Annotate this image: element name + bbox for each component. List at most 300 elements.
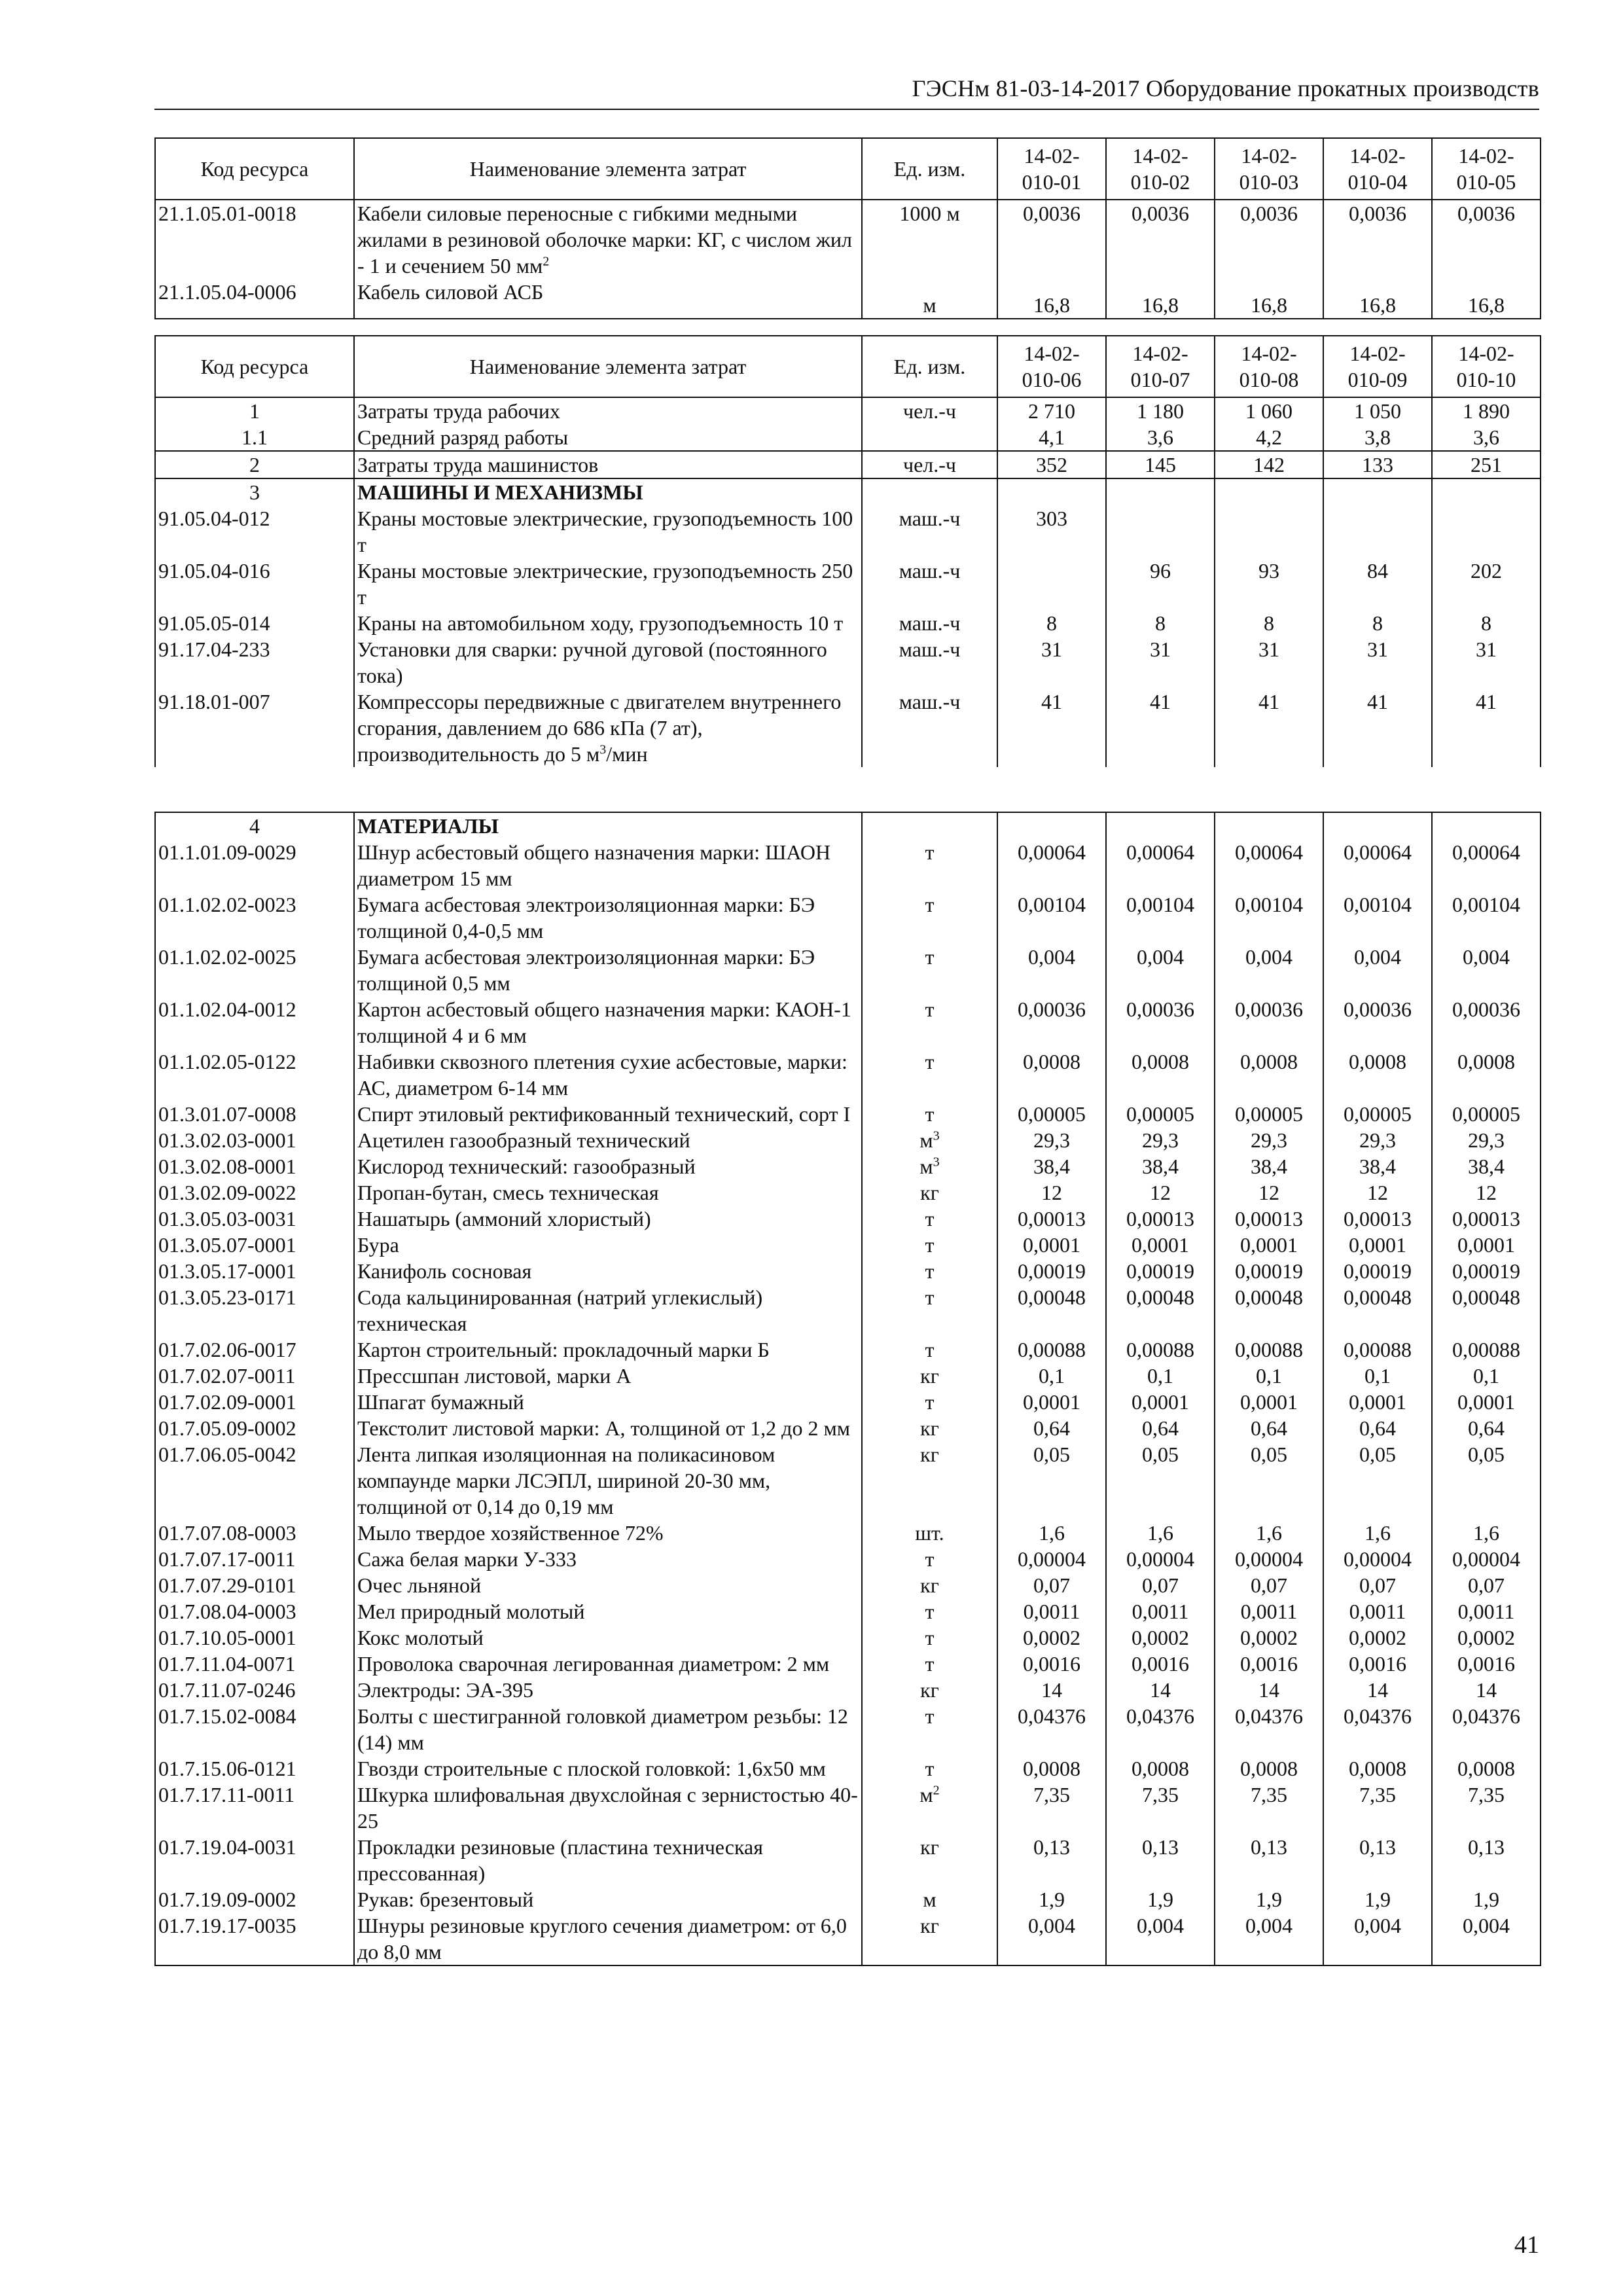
norm-value: 0,04376 xyxy=(1215,1703,1323,1755)
element-name: Мел природный молотый xyxy=(354,1598,862,1624)
element-name: Картон строительный: прокладочный марки Б xyxy=(354,1336,862,1363)
table-row xyxy=(155,505,1541,558)
norm-value: 1,9 xyxy=(1432,1886,1541,1912)
unit: 1000 м xyxy=(862,200,997,279)
norm-value xyxy=(1323,505,1432,558)
element-name: Ацетилен газообразный технический xyxy=(354,1127,862,1153)
unit: маш.-ч xyxy=(862,505,997,558)
norm-value: 93 xyxy=(1215,558,1323,610)
norm-value: 352 xyxy=(997,451,1106,478)
norm-value: 0,00005 xyxy=(1215,1101,1323,1127)
norm-value: 29,3 xyxy=(1106,1127,1215,1153)
header-unit: Ед. изм. xyxy=(862,336,997,397)
superscript: 3 xyxy=(933,1128,940,1143)
element-name: Кабели силовые переносные с гибкими медными жилами в резиновой оболочке марки: КГ, с числом жил - 1 и сечением 50 $мм^2$ xyxy=(354,200,862,279)
norm-value: 0,0036 xyxy=(1432,200,1541,279)
norm-value: 0,64 xyxy=(1215,1415,1323,1441)
norm-value: 0,00013 xyxy=(1432,1206,1541,1232)
norm-value: 8 xyxy=(997,610,1106,636)
norm-value xyxy=(1106,478,1215,505)
resource-code: 01.7.08.04-0003 xyxy=(155,1598,354,1624)
table-row xyxy=(155,1677,1541,1703)
unit: т xyxy=(862,1206,997,1232)
resource-code: 01.1.02.02-0025 xyxy=(155,944,354,996)
element-name: Бумага асбестовая электроизоляционная марки: БЭ толщиной 0,5 мм xyxy=(354,944,862,996)
norm-value: 0,05 xyxy=(1215,1441,1323,1520)
resource-code: 01.7.19.17-0035 xyxy=(155,1912,354,1965)
table-row xyxy=(155,558,1541,610)
norm-value: 0,0008 xyxy=(1106,1049,1215,1101)
table-row xyxy=(155,636,1541,689)
header-norm-code: 14-02- 010-01 xyxy=(997,138,1106,200)
norm-value: 0,05 xyxy=(1323,1441,1432,1520)
element-name: Текстолит листовой марки: А, толщиной от 1,2 до 2 мм xyxy=(354,1415,862,1441)
table-row xyxy=(155,1336,1541,1363)
norm-value: 14 xyxy=(1106,1677,1215,1703)
table-row xyxy=(155,200,1541,279)
norm-value: 133 xyxy=(1323,451,1432,478)
norm-value xyxy=(1432,478,1541,505)
header-norm-code: 14-02- 010-08 xyxy=(1215,336,1323,397)
table-row xyxy=(155,451,1541,478)
norm-value: 0,00013 xyxy=(1106,1206,1215,1232)
norm-value xyxy=(1106,812,1215,839)
norm-value: 0,05 xyxy=(1432,1441,1541,1520)
norm-value: 12 xyxy=(1215,1179,1323,1206)
resource-code: 01.7.19.09-0002 xyxy=(155,1886,354,1912)
norm-value: 1,6 xyxy=(997,1520,1106,1546)
resource-code: 1.1 xyxy=(155,424,354,451)
unit: т xyxy=(862,1755,997,1782)
table-row xyxy=(155,689,1541,767)
resource-code: 01.1.02.04-0012 xyxy=(155,996,354,1049)
element-name: МАШИНЫ И МЕХАНИЗМЫ xyxy=(354,478,862,505)
header-rule xyxy=(154,109,1539,110)
table-row xyxy=(155,1546,1541,1572)
norm-value: 14 xyxy=(1432,1677,1541,1703)
norm-value: 0,00104 xyxy=(1106,891,1215,944)
norm-value: 0,00004 xyxy=(1106,1546,1215,1572)
norm-value: 0,64 xyxy=(1106,1415,1215,1441)
resource-code: 01.3.05.23-0171 xyxy=(155,1284,354,1336)
resource-code: 01.3.01.07-0008 xyxy=(155,1101,354,1127)
norm-value: 1,6 xyxy=(1432,1520,1541,1546)
norm-value: 0,004 xyxy=(997,944,1106,996)
element-name: Картон асбестовый общего назначения марки: КАОН-1 толщиной 4 и 6 мм xyxy=(354,996,862,1049)
norm-value: 0,00064 xyxy=(1432,839,1541,891)
norm-value: 0,004 xyxy=(1323,1912,1432,1965)
norm-value: 0,07 xyxy=(1432,1572,1541,1598)
element-name: Кабель силовой АСБ xyxy=(354,279,862,319)
resource-code: 01.7.02.09-0001 xyxy=(155,1389,354,1415)
table-row xyxy=(155,279,1541,319)
header-norm-code: 14-02- 010-05 xyxy=(1432,138,1541,200)
norm-value: 0,64 xyxy=(997,1415,1106,1441)
norm-value: 16,8 xyxy=(997,279,1106,319)
norm-value: 0,00048 xyxy=(1106,1284,1215,1336)
unit: т xyxy=(862,1546,997,1572)
norm-value: 0,00004 xyxy=(997,1546,1106,1572)
resource-code: 01.7.07.17-0011 xyxy=(155,1546,354,1572)
norm-value: 0,00088 xyxy=(997,1336,1106,1363)
cable-table xyxy=(154,137,1541,319)
norm-value: 7,35 xyxy=(1323,1782,1432,1834)
resource-code: 91.05.04-016 xyxy=(155,558,354,610)
norm-value: 0,00019 xyxy=(1215,1258,1323,1284)
norm-value: 0,00036 xyxy=(997,996,1106,1049)
resource-code: 01.1.02.02-0023 xyxy=(155,891,354,944)
table-row xyxy=(155,1834,1541,1886)
norm-value: 0,00088 xyxy=(1323,1336,1432,1363)
norm-value: 0,00064 xyxy=(997,839,1106,891)
table-row xyxy=(155,1415,1541,1441)
norm-value: 3,6 xyxy=(1432,424,1541,451)
norm-value: 0,00005 xyxy=(1106,1101,1215,1127)
element-name: Сода кальцинированная (натрий углекислый) техническая xyxy=(354,1284,862,1336)
resource-code: 01.7.02.06-0017 xyxy=(155,1336,354,1363)
page-header-title: ГЭСНм 81-03-14-2017 Оборудование прокатных производств xyxy=(912,75,1539,101)
resource-code: 01.3.02.09-0022 xyxy=(155,1179,354,1206)
norm-value xyxy=(1215,812,1323,839)
unit: т xyxy=(862,891,997,944)
norm-value: 0,0011 xyxy=(1323,1598,1432,1624)
norm-value: 0,0016 xyxy=(1106,1651,1215,1677)
norm-value: 0,00048 xyxy=(1215,1284,1323,1336)
norm-value: 0,00064 xyxy=(1323,839,1432,891)
norm-value: 0,04376 xyxy=(997,1703,1106,1755)
element-name: МАТЕРИАЛЫ xyxy=(354,812,862,839)
superscript: 2 xyxy=(933,1783,940,1798)
norm-value: 1,9 xyxy=(1323,1886,1432,1912)
norm-value: 29,3 xyxy=(997,1127,1106,1153)
norm-value: 1,9 xyxy=(1106,1886,1215,1912)
unit: т xyxy=(862,996,997,1049)
norm-value: 31 xyxy=(1215,636,1323,689)
element-name: Прокладки резиновые (пластина техническая прессованная) xyxy=(354,1834,862,1886)
norm-value: 1,9 xyxy=(997,1886,1106,1912)
unit: маш.-ч xyxy=(862,558,997,610)
norm-value: 0,0011 xyxy=(1215,1598,1323,1624)
table-row xyxy=(155,1703,1541,1755)
norm-value: 7,35 xyxy=(1215,1782,1323,1834)
norm-value: 1,9 xyxy=(1215,1886,1323,1912)
element-name: Кокс молотый xyxy=(354,1624,862,1651)
resource-code: 01.7.11.07-0246 xyxy=(155,1677,354,1703)
norm-value: 0,00104 xyxy=(1215,891,1323,944)
norm-value: 0,0001 xyxy=(997,1389,1106,1415)
unit: т xyxy=(862,1624,997,1651)
header-name: Наименование элемента затрат xyxy=(354,138,862,200)
table-row xyxy=(155,1755,1541,1782)
norm-value: 0,0008 xyxy=(1215,1049,1323,1101)
norm-value: 0,004 xyxy=(1432,944,1541,996)
norm-value: 0,0008 xyxy=(1432,1755,1541,1782)
resource-code: 01.7.15.06-0121 xyxy=(155,1755,354,1782)
norm-value: 12 xyxy=(1432,1179,1541,1206)
unit: м xyxy=(862,1886,997,1912)
table-row xyxy=(155,1179,1541,1206)
table-row xyxy=(155,1441,1541,1520)
norm-value: 0,07 xyxy=(1215,1572,1323,1598)
norm-value: 31 xyxy=(1106,636,1215,689)
norm-value: 3,8 xyxy=(1323,424,1432,451)
norm-value: 1,6 xyxy=(1215,1520,1323,1546)
norm-value: 0,00013 xyxy=(1215,1206,1323,1232)
table-row xyxy=(155,1624,1541,1651)
norm-value: 38,4 xyxy=(1432,1153,1541,1179)
norm-value: 0,00036 xyxy=(1432,996,1541,1049)
element-name: Сажа белая марки У-333 xyxy=(354,1546,862,1572)
resource-code: 01.3.02.03-0001 xyxy=(155,1127,354,1153)
norm-value xyxy=(1323,478,1432,505)
resource-code: 01.7.19.04-0031 xyxy=(155,1834,354,1886)
superscript: 3 xyxy=(599,742,607,757)
norm-value: 0,0001 xyxy=(1106,1389,1215,1415)
norm-value: 41 xyxy=(1432,689,1541,767)
element-name: Пропан-бутан, смесь техническая xyxy=(354,1179,862,1206)
header-norm-code: 14-02- 010-07 xyxy=(1106,336,1215,397)
norm-value: 1 890 xyxy=(1432,397,1541,424)
norm-value: 0,64 xyxy=(1432,1415,1541,1441)
element-name: Шпагат бумажный xyxy=(354,1389,862,1415)
resource-code: 01.3.05.17-0001 xyxy=(155,1258,354,1284)
superscript: 3 xyxy=(933,1155,940,1170)
norm-value: 7,35 xyxy=(1432,1782,1541,1834)
unit: т xyxy=(862,839,997,891)
norm-value: 0,00048 xyxy=(1432,1284,1541,1336)
unit: т xyxy=(862,1336,997,1363)
norm-value: 12 xyxy=(997,1179,1106,1206)
resource-code: 1 xyxy=(155,397,354,424)
norm-value: 0,004 xyxy=(997,1912,1106,1965)
unit xyxy=(862,424,997,451)
norm-value: 0,00048 xyxy=(997,1284,1106,1336)
unit: кг xyxy=(862,1179,997,1206)
header-norm-code: 14-02- 010-02 xyxy=(1106,138,1215,200)
unit: чел.-ч xyxy=(862,397,997,424)
resource-code: 01.7.15.02-0084 xyxy=(155,1703,354,1755)
norm-value: 0,1 xyxy=(1215,1363,1323,1389)
element-name: Рукав: брезентовый xyxy=(354,1886,862,1912)
norm-value: 41 xyxy=(1323,689,1432,767)
resource-code: 01.1.01.09-0029 xyxy=(155,839,354,891)
table-row xyxy=(155,1651,1541,1677)
table-row xyxy=(155,1598,1541,1624)
unit: т xyxy=(862,1284,997,1336)
resource-code: 91.05.05-014 xyxy=(155,610,354,636)
element-name: Затраты труда машинистов xyxy=(354,451,862,478)
norm-value: 0,0036 xyxy=(1106,200,1215,279)
element-name: Проволока сварочная легированная диаметром: 2 мм xyxy=(354,1651,862,1677)
table-row xyxy=(155,478,1541,505)
table-row xyxy=(155,839,1541,891)
norm-value: 0,00104 xyxy=(1432,891,1541,944)
norm-value: 0,00005 xyxy=(997,1101,1106,1127)
norm-value: 0,0001 xyxy=(1106,1232,1215,1258)
table-row xyxy=(155,1363,1541,1389)
resource-code: 01.7.10.05-0001 xyxy=(155,1624,354,1651)
norm-value: 0,0001 xyxy=(1323,1232,1432,1258)
element-name: Установки для сварки: ручной дуговой (постоянного тока) xyxy=(354,636,862,689)
labor-machines-body xyxy=(155,336,1541,767)
norm-value: 0,0016 xyxy=(1215,1651,1323,1677)
norm-value: 7,35 xyxy=(997,1782,1106,1834)
element-name: Спирт этиловый ректификованный технический, сорт I xyxy=(354,1101,862,1127)
norm-value: 16,8 xyxy=(1432,279,1541,319)
table-row xyxy=(155,1206,1541,1232)
norm-value: 0,00088 xyxy=(1215,1336,1323,1363)
labor-machines-table xyxy=(154,335,1541,767)
norm-value: 0,07 xyxy=(1323,1572,1432,1598)
norm-value xyxy=(1215,505,1323,558)
norm-value: 0,00019 xyxy=(1106,1258,1215,1284)
norm-value: 38,4 xyxy=(1323,1153,1432,1179)
norm-value: 0,0002 xyxy=(1323,1624,1432,1651)
norm-value: 0,00019 xyxy=(1432,1258,1541,1284)
norm-value: 0,13 xyxy=(997,1834,1106,1886)
page-number: 41 xyxy=(1514,2231,1539,2259)
resource-code: 91.05.04-012 xyxy=(155,505,354,558)
resource-code: 91.18.01-007 xyxy=(155,689,354,767)
unit: маш.-ч xyxy=(862,610,997,636)
norm-value: 0,0002 xyxy=(1432,1624,1541,1651)
norm-value xyxy=(1432,812,1541,839)
element-name: Шкурка шлифовальная двухслойная с зернистостью 40-25 xyxy=(354,1782,862,1834)
norm-value: 29,3 xyxy=(1323,1127,1432,1153)
unit: кг xyxy=(862,1834,997,1886)
norm-value: 0,0002 xyxy=(997,1624,1106,1651)
table-row xyxy=(155,1049,1541,1101)
header-unit: Ед. изм. xyxy=(862,138,997,200)
norm-value: 0,00104 xyxy=(997,891,1106,944)
norm-value: 0,00004 xyxy=(1215,1546,1323,1572)
norm-value: 0,0002 xyxy=(1106,1624,1215,1651)
norm-value: 0,0011 xyxy=(997,1598,1106,1624)
element-name: Набивки сквозного плетения сухие асбестовые, марки: АС, диаметром 6-14 мм xyxy=(354,1049,862,1101)
table-row xyxy=(155,1912,1541,1965)
norm-value: 251 xyxy=(1432,451,1541,478)
resource-code: 3 xyxy=(155,478,354,505)
table-row xyxy=(155,1101,1541,1127)
norm-value: 0,13 xyxy=(1215,1834,1323,1886)
unit xyxy=(862,812,997,839)
norm-value: 0,0008 xyxy=(997,1755,1106,1782)
norm-value: 0,64 xyxy=(1323,1415,1432,1441)
unit: кг xyxy=(862,1363,997,1389)
norm-value: 0,05 xyxy=(997,1441,1106,1520)
resource-code: 01.3.05.03-0031 xyxy=(155,1206,354,1232)
element-name: Бумага асбестовая электроизоляционная марки: БЭ толщиной 0,4-0,5 мм xyxy=(354,891,862,944)
norm-value: 12 xyxy=(1106,1179,1215,1206)
unit: т xyxy=(862,1598,997,1624)
norm-value: 0,05 xyxy=(1106,1441,1215,1520)
unit: т xyxy=(862,1389,997,1415)
norm-value: 31 xyxy=(1323,636,1432,689)
norm-value: 0,04376 xyxy=(1432,1703,1541,1755)
norm-value: 0,004 xyxy=(1215,944,1323,996)
norm-value: 16,8 xyxy=(1106,279,1215,319)
table-header-row xyxy=(155,138,1541,200)
norm-value: 0,07 xyxy=(1106,1572,1215,1598)
unit: т xyxy=(862,944,997,996)
norm-value: 0,0011 xyxy=(1106,1598,1215,1624)
norm-value: 0,00013 xyxy=(997,1206,1106,1232)
table-row xyxy=(155,1520,1541,1546)
norm-value xyxy=(997,478,1106,505)
norm-value: 0,004 xyxy=(1323,944,1432,996)
superscript: 2 xyxy=(543,254,550,269)
cable-table-body xyxy=(155,138,1541,319)
element-name: Мыло твердое хозяйственное 72% xyxy=(354,1520,862,1546)
norm-value: 0,00036 xyxy=(1215,996,1323,1049)
unit: шт. xyxy=(862,1520,997,1546)
header-norm-code: 14-02- 010-09 xyxy=(1323,336,1432,397)
norm-value: 38,4 xyxy=(1215,1153,1323,1179)
norm-value: 0,0036 xyxy=(1215,200,1323,279)
norm-value: 0,0008 xyxy=(1106,1755,1215,1782)
element-name: Бура xyxy=(354,1232,862,1258)
resource-code: 01.7.07.08-0003 xyxy=(155,1520,354,1546)
norm-value: 142 xyxy=(1215,451,1323,478)
norm-value: 0,00005 xyxy=(1323,1101,1432,1127)
norm-value: 29,3 xyxy=(1215,1127,1323,1153)
element-name: Электроды: ЭА-395 xyxy=(354,1677,862,1703)
norm-value: 38,4 xyxy=(997,1153,1106,1179)
header-norm-code: 14-02- 010-03 xyxy=(1215,138,1323,200)
norm-value: 8 xyxy=(1323,610,1432,636)
unit: т xyxy=(862,1049,997,1101)
norm-value: 31 xyxy=(997,636,1106,689)
resource-code: 01.3.02.08-0001 xyxy=(155,1153,354,1179)
norm-value: 1 050 xyxy=(1323,397,1432,424)
norm-value: 4,1 xyxy=(997,424,1106,451)
norm-value: 84 xyxy=(1323,558,1432,610)
resource-code: 01.7.11.04-0071 xyxy=(155,1651,354,1677)
norm-value: 0,00088 xyxy=(1432,1336,1541,1363)
unit: кг xyxy=(862,1677,997,1703)
table-row xyxy=(155,1284,1541,1336)
element-name: Болты с шестигранной головкой диаметром резьбы: 12 (14) мм xyxy=(354,1703,862,1755)
norm-value: 0,00064 xyxy=(1215,839,1323,891)
norm-value: 1,6 xyxy=(1106,1520,1215,1546)
norm-value: 202 xyxy=(1432,558,1541,610)
norm-value: 0,00005 xyxy=(1432,1101,1541,1127)
norm-value: 14 xyxy=(1323,1677,1432,1703)
resource-code: 01.7.07.29-0101 xyxy=(155,1572,354,1598)
norm-value: 0,1 xyxy=(1106,1363,1215,1389)
resource-code: 91.17.04-233 xyxy=(155,636,354,689)
element-name: Компрессоры передвижные с двигателем внутреннего сгорания, давлением до 686 кПа (7 ат), производительность до 5 $м^3$/мин xyxy=(354,689,862,767)
norm-value: 0,00064 xyxy=(1106,839,1215,891)
norm-value: 0,07 xyxy=(997,1572,1106,1598)
norm-value: 14 xyxy=(997,1677,1106,1703)
norm-value: 0,00004 xyxy=(1432,1546,1541,1572)
table-row xyxy=(155,1127,1541,1153)
norm-value: 0,0036 xyxy=(997,200,1106,279)
unit: кг xyxy=(862,1572,997,1598)
unit: т xyxy=(862,1703,997,1755)
norm-value: 0,0016 xyxy=(1432,1651,1541,1677)
norm-value: 0,0001 xyxy=(997,1232,1106,1258)
norm-value: 0,0011 xyxy=(1432,1598,1541,1624)
norm-value: 0,00036 xyxy=(1106,996,1215,1049)
element-name: Лента липкая изоляционная на поликасиновом компаунде марки ЛСЭПЛ, шириной 20-30 мм, толщиной от 0,14 до 0,19 мм xyxy=(354,1441,862,1520)
norm-value: 38,4 xyxy=(1106,1153,1215,1179)
header-norm-code: 14-02- 010-10 xyxy=(1432,336,1541,397)
resource-code: 21.1.05.01-0018 xyxy=(155,200,354,279)
norm-value: 1,6 xyxy=(1323,1520,1432,1546)
norm-value: 0,1 xyxy=(1323,1363,1432,1389)
